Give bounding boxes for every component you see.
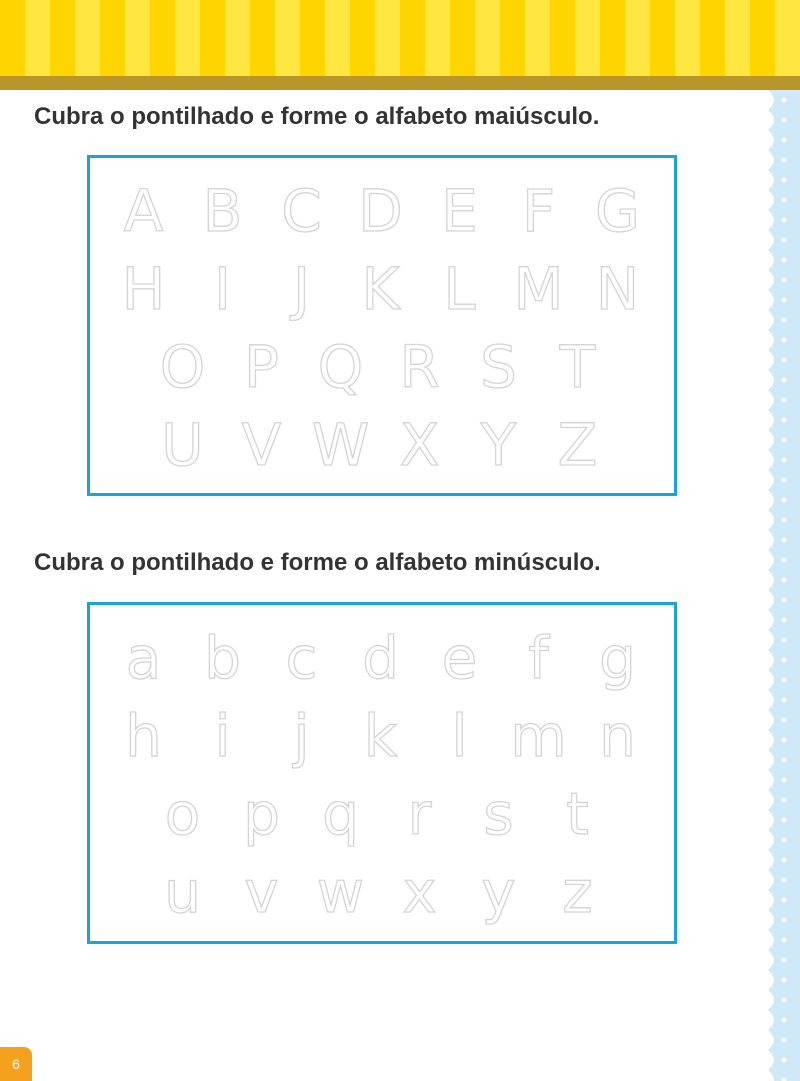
strip-dot [782,498,787,503]
trace-letter: H [121,255,166,323]
trace-letter: l [451,702,468,770]
trace-letter: R [399,333,440,401]
strip-dot [782,298,787,303]
strip-dot [782,358,787,363]
trace-letter: v [244,858,279,926]
strip-dot [782,178,787,183]
trace-letter: F [521,177,556,245]
trace-letter: i [214,702,231,770]
uppercase-row-1 [104,176,657,246]
strip-dot [782,578,787,583]
strip-dot [782,438,787,443]
strip-dot [782,658,787,663]
strip-dot [782,198,787,203]
strip-dot [782,1058,787,1063]
strip-dot [782,938,787,943]
uppercase-instruction: Cubra o pontilhado e forme o alfabeto maiúsculo. [34,103,600,130]
strip-dot [782,238,787,243]
strip-dot [782,638,787,643]
trace-letter: a [125,624,162,692]
strip-dot [782,1038,787,1043]
strip-dot [782,978,787,983]
trace-letter: u [164,858,201,926]
trace-letter: O [159,333,206,401]
strip-dot [782,698,787,703]
strip-dot [782,618,787,623]
strip-dot [782,118,787,123]
strip-dot [782,858,787,863]
trace-letter: P [244,333,279,401]
trace-letter: d [362,624,399,692]
strip-dot [782,538,787,543]
trace-letter: b [204,624,241,692]
trace-letter: M [513,255,564,323]
strip-dot [782,458,787,463]
trace-letter: Q [317,333,364,401]
strip-dot [782,278,787,283]
trace-letter: B [202,177,243,245]
trace-letter: n [599,702,636,770]
decorative-side-strip [758,90,800,1081]
trace-letter: S [480,333,517,401]
trace-letter: o [164,780,201,848]
strip-dot [782,798,787,803]
trace-letter: E [441,177,478,245]
lowercase-row-3 [143,779,617,849]
trace-letter: p [243,780,280,848]
strip-dot [782,918,787,923]
trace-letter: t [566,780,589,848]
trace-letter: X [399,411,440,479]
strip-dot [782,158,787,163]
strip-dot [782,958,787,963]
trace-letter: Z [557,411,598,479]
strip-dot [782,1018,787,1023]
trace-letter: T [559,333,596,401]
strip-dot [782,738,787,743]
lowercase-row-2 [104,701,657,771]
strip-dot [782,138,787,143]
strip-dot [782,718,787,723]
strip-dot [782,1078,787,1081]
lowercase-row-1 [104,623,657,693]
strip-dot [782,418,787,423]
trace-letter: V [241,411,282,479]
strip-dot [782,598,787,603]
trace-letter: y [481,858,516,926]
strip-dot [782,898,787,903]
trace-letter: s [483,780,514,848]
trace-letter: J [292,255,311,323]
uppercase-row-3 [143,332,617,402]
strip-dot [782,878,787,883]
trace-letter: m [510,702,567,770]
strip-dot [782,818,787,823]
strip-dot [782,678,787,683]
strip-dot [782,998,787,1003]
trace-letter: L [443,255,476,323]
strip-dot [782,318,787,323]
scalloped-edge [758,90,800,1081]
trace-letter: I [213,255,232,323]
trace-letter: c [285,624,318,692]
header-band-shadow [0,76,800,90]
lowercase-instruction: Cubra o pontilhado e forme o alfabeto minúsculo. [34,549,601,576]
trace-letter: z [562,858,593,926]
header-stripe-band [0,0,800,76]
trace-letter: q [322,780,359,848]
uppercase-row-2 [104,254,657,324]
trace-letter: Y [480,411,517,479]
trace-letter: U [161,411,204,479]
page-number-tab: 6 [0,1047,32,1081]
lowercase-row-4 [143,857,617,927]
strip-dot [782,478,787,483]
uppercase-row-4 [143,410,617,480]
trace-letter: r [407,780,432,848]
trace-letter: W [311,411,370,479]
strip-dot [782,378,787,383]
trace-letter: k [363,702,398,770]
trace-letter: f [528,624,549,692]
trace-letter: A [123,177,164,245]
strip-dot [782,558,787,563]
trace-letter: K [361,255,400,323]
trace-letter: C [281,177,322,245]
trace-letter: g [599,624,636,692]
strip-dot [782,518,787,523]
strip-dot [782,758,787,763]
strip-dot [782,398,787,403]
trace-letter: w [316,858,365,926]
strip-dot [782,778,787,783]
lowercase-tracing-box [87,602,677,944]
strip-dot [782,98,787,103]
strip-dot [782,838,787,843]
strip-dot [782,338,787,343]
trace-letter: h [125,702,162,770]
strip-dot [782,218,787,223]
trace-letter: x [402,858,437,926]
trace-letter: D [358,177,403,245]
strip-dot [782,258,787,263]
trace-letter: N [595,255,640,323]
trace-letter: j [293,702,310,770]
trace-letter: G [595,177,640,245]
scallop-edge-shape [758,90,774,1081]
trace-letter: e [441,624,478,692]
uppercase-tracing-box [87,155,677,496]
